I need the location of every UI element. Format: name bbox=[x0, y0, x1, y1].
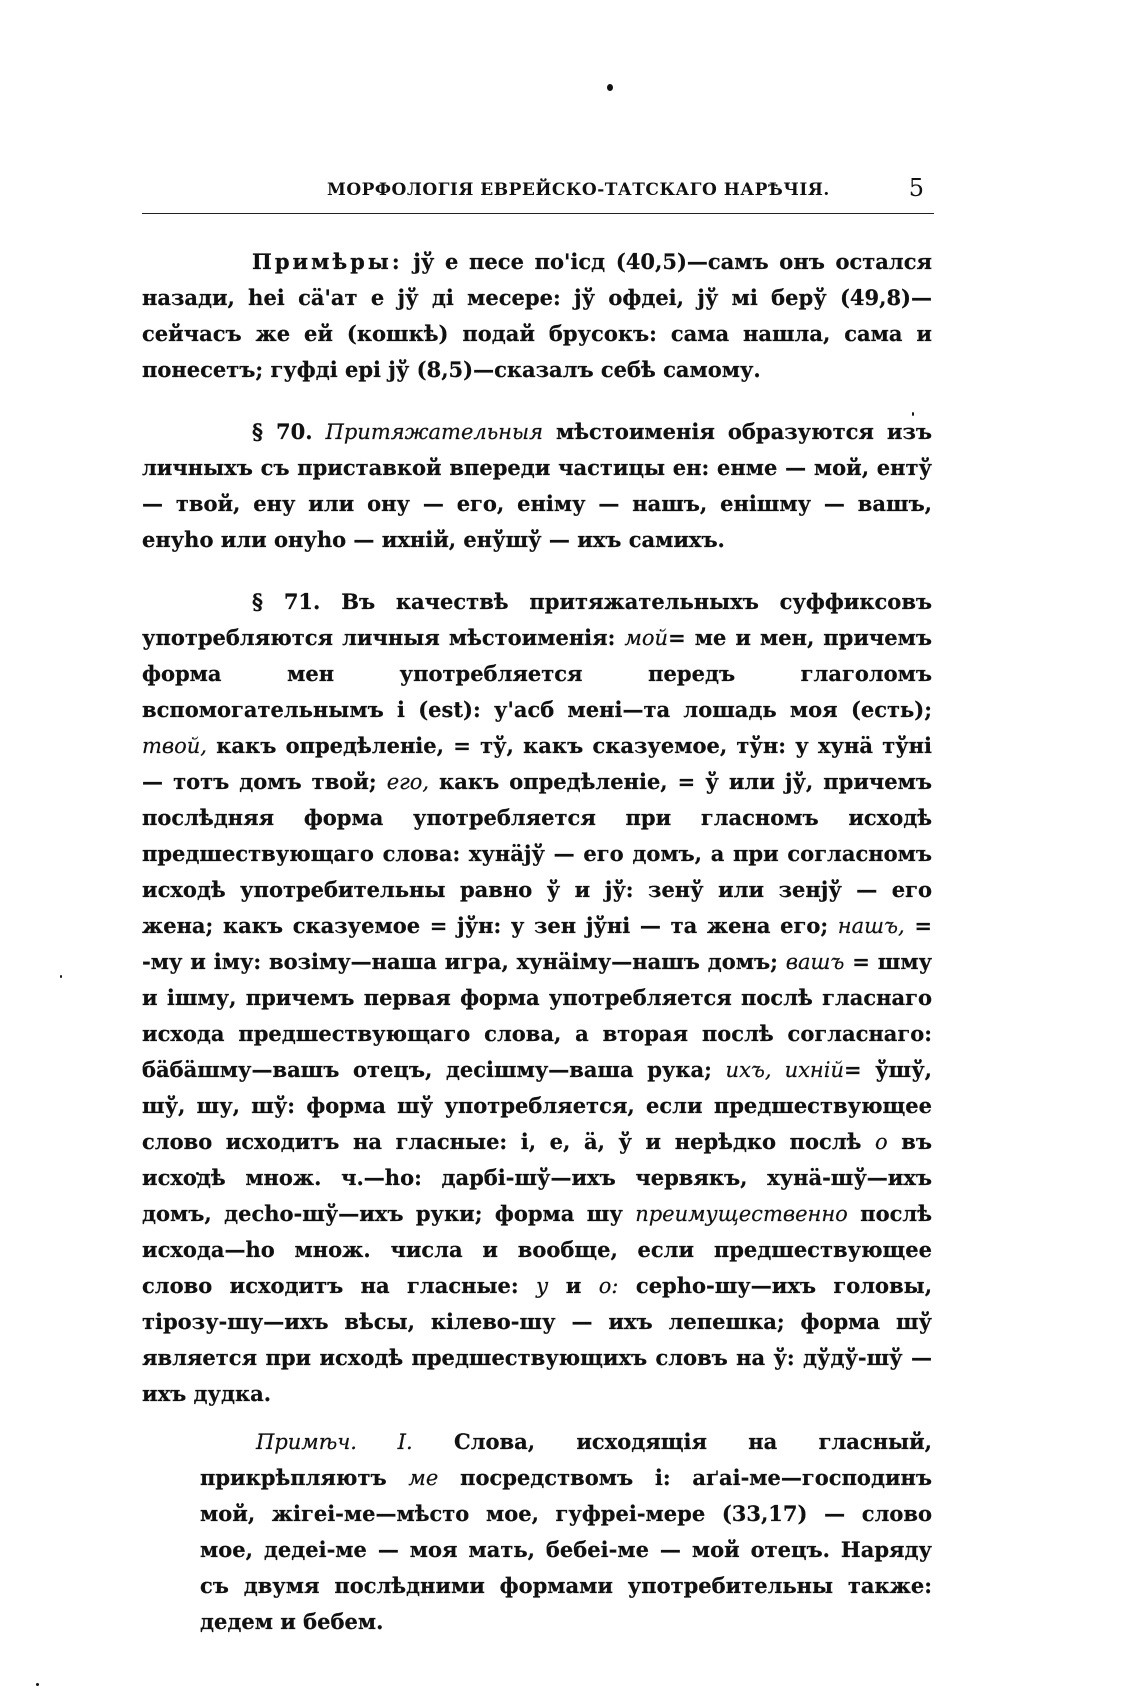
section-71-italic-10: о: bbox=[598, 1274, 619, 1298]
examples-text: jў е песе по'ісд (40,5)—самъ онъ остался назади, hеі сӓ'ат е jў ді месере: jў офдеі, jў мі берў (49,8)—сейчасъ же ей (кошкѣ) подай брусокъ: сама нашла, сама и понесетъ; гуфді ері jў (8,5)—сказалъ себѣ самому. bbox=[142, 249, 933, 382]
section-71-italic-4: нашъ, bbox=[837, 914, 905, 938]
body-text bbox=[142, 244, 932, 1640]
header-rule bbox=[142, 213, 934, 214]
section-71-text-4: какъ опредѣленіе, = ў или jў, причемъ послѣдняя форма употребляется при гласномъ исходѣ предшествующаго слова: хунӓjў — его домъ, а при согласномъ исходѣ употребительны равно ў и jў: зенў или зенjў — его жена; какъ сказуемое = jўн: у зен jўні — та жена его; bbox=[142, 769, 933, 938]
ink-speck bbox=[36, 1683, 39, 1686]
examples-paragraph bbox=[142, 244, 932, 388]
section-71-italic-2: твой, bbox=[142, 734, 207, 758]
section-71-text-7: = ўшў, шў, шу, шў: форма шў употребляется, если предшествующее слово исходитъ на гласные: і, е, ӓ, ў и нерѣдко послѣ bbox=[142, 1057, 932, 1154]
note-1 bbox=[200, 1424, 932, 1640]
section-71-text-5: = -му и іму: возіму—наша игра, хунӓіму—нашъ домъ; bbox=[142, 913, 933, 974]
section-70-number: § 70. bbox=[252, 419, 313, 444]
note-text-2: посредствомъ і: аґаі-ме—господинъ мой, жігеі-ме—мѣсто мое, гуфреі-мере (33,17) — слово мое, дедеі-ме — моя мать, бебеі-ме — мой отецъ. Наряду съ двумя послѣдними формами употребительны также: дедем и бебем. bbox=[200, 1465, 932, 1634]
running-title: МОРФОЛОГІЯ ЕВРЕЙСКО-ТАТСКАГО НАРѢЧІЯ. bbox=[327, 180, 830, 200]
ink-speck bbox=[60, 975, 62, 978]
page-number: 5 bbox=[908, 174, 924, 202]
section-71-italic-5: вашъ bbox=[785, 950, 845, 974]
section-71-italic-1: мой bbox=[624, 626, 669, 650]
ink-speck bbox=[607, 84, 613, 91]
section-71-italic-9: у bbox=[536, 1274, 549, 1298]
examples-label: Примѣры: bbox=[252, 249, 403, 274]
note-text-1: Слова, исходящія на гласный, прикрѣпляютъ bbox=[200, 1429, 932, 1490]
section-70-text: мѣстоименія образуются изъ личныхъ съ приставкой впереди частицы ен: енме — мой, ентў — твой, ену или ону — его, еніму — нашъ, енішму — вашъ, енуhо или онуhо — ихній, енўшў — ихъ самихъ. bbox=[142, 419, 933, 552]
section-71-italic-3: его, bbox=[386, 770, 430, 794]
section-71-text-9: послѣ исхода—hо множ. числа и вообще, если предшествующее слово исходитъ на гласные: bbox=[142, 1201, 932, 1298]
section-71-text-6: = шму и ішму, причемъ первая форма употребляется послѣ гласнаго исхода предшествующаго слова, а вторая послѣ согласнаго: бӓбӓшму—вашъ отецъ, десішму—ваша рука; bbox=[142, 949, 933, 1082]
section-71-text-8: въ исходѣ множ. ч.—hо: дарбі-шў—ихъ червякъ, хунӓ-шў—ихъ домъ, десhо-шў—ихъ руки; форма шу bbox=[142, 1129, 932, 1226]
section-71-text-11: серhо-шу—ихъ головы, тірозу-шу—ихъ вѣсы, кілево-шу — ихъ лепешка; форма шў является при исходѣ предшествующихъ словъ на ў: дўдў-шў — ихъ дудка. bbox=[142, 1273, 933, 1406]
section-71-text-3: какъ опредѣленіе, = тў, какъ сказуемое, тўн: у хунӓ тўні— тотъ домъ твой; bbox=[142, 733, 933, 794]
section-71-italic-6: ихъ, ихній bbox=[725, 1058, 845, 1082]
section-71-text-1: Въ качествѣ притяжательныхъ суффиксовъ употребляются личныя мѣстоименія: bbox=[142, 589, 933, 650]
section-71-italic-8: преимущественно bbox=[635, 1202, 848, 1226]
section-70 bbox=[142, 414, 932, 558]
section-71-text-2: = ме и мен, причемъ форма мен употребляется передъ глаголомъ вспомогательнымъ і (est): у'асб мені—та лошадь моя (есть); bbox=[142, 625, 933, 722]
section-71-italic-7: о bbox=[875, 1130, 888, 1154]
note-italic-me: ме bbox=[408, 1466, 439, 1490]
section-71-text-10: и bbox=[565, 1273, 582, 1298]
section-70-term: Притяжательныя bbox=[325, 420, 544, 444]
section-71 bbox=[142, 584, 932, 1412]
section-71-number: § 71. bbox=[252, 589, 321, 614]
note-label: Примѣч. I. bbox=[256, 1430, 413, 1454]
page-header bbox=[142, 174, 942, 208]
